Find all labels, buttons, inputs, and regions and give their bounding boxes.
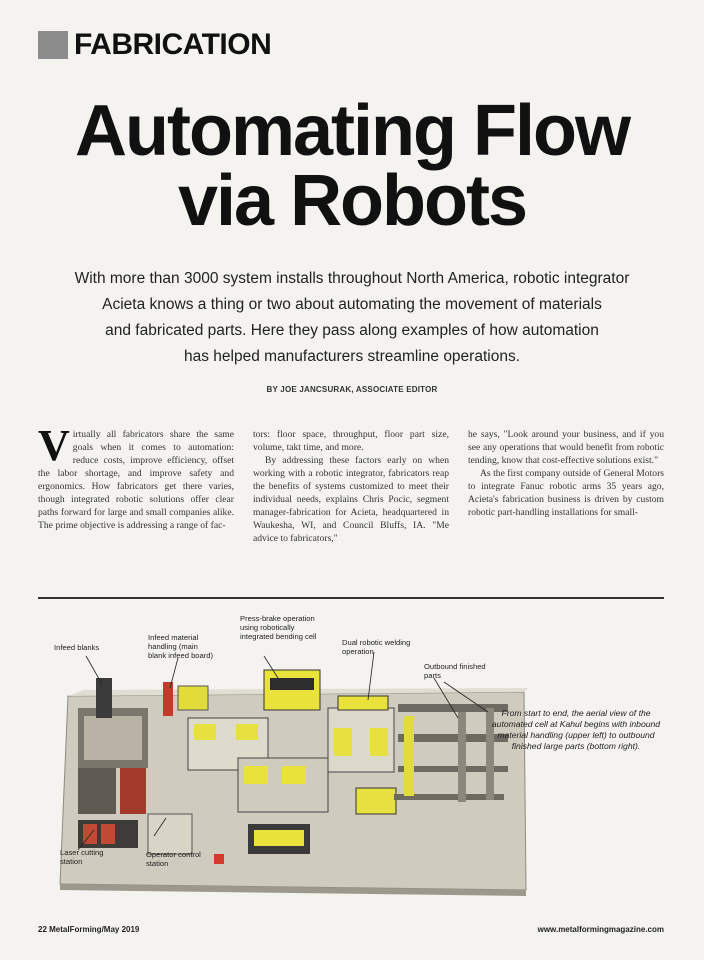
body-column-1 — [38, 421, 234, 532]
footer-url: www.metalformingmagazine.com — [537, 925, 664, 934]
callout-infeed-material-handling: Infeed material handling (main blank infeed board) — [148, 633, 214, 660]
headline — [0, 91, 704, 241]
callout-laser-cutting: Laser cutting station — [60, 848, 104, 866]
body-col2-p1: tors: floor space, throughput, floor part size, volume, takt time, and more. — [253, 429, 449, 453]
deck-line-1: With more than 3000 system installs throughout North America, robotic integrator — [74, 270, 630, 287]
section-bar — [38, 31, 68, 59]
deck-line-3: and fabricated parts. Here they pass along examples of how automation — [105, 322, 599, 339]
deck-line-2: Acieta knows a thing or two about automating the movement of materials — [102, 296, 602, 313]
body-col1-text: irtually all fabricators share the same goals when it comes to automation: reduce costs, improve efficiency, offset the labor shortage, and improve safety and ergonomics. How fabricators get there varies, though integrated robotic solutions offer clear paths forward for large and small companies alike. The prime objective is addressing a range of fac- — [38, 429, 234, 531]
section-rule — [38, 597, 664, 599]
headline-line-2: via Robots — [177, 161, 527, 241]
body-column-2 — [253, 428, 449, 545]
drop-cap: V — [38, 421, 70, 470]
headline-line-1: Automating Flow — [75, 91, 629, 171]
callout-press-brake: Press-brake operation using robotically integrated bending cell — [240, 614, 317, 641]
section-label: FABRICATION — [74, 28, 272, 61]
callout-infeed-blanks: Infeed blanks — [54, 643, 100, 652]
body-column-3 — [468, 428, 664, 519]
figure-caption: From start to end, the aerial view of the automated cell at Kahul begins with inbound material handling (upper left) to outbound finished large parts (bottom right). — [491, 708, 661, 751]
deck-line-4: has helped manufacturers streamline operations. — [183, 348, 521, 365]
footer-folio: 22 MetalForming/May 2019 — [38, 925, 140, 934]
body-col2-p2: By addressing these factors early on when working with a robotic integrator, fabricators reap the benefits of systems customized to meet their individual needs, explains Chris Pocic, segment manager-fabrication for Acieta, headquartered in Waukesha, WI, and Council Bluffs, IA. "Me advice to fabricators," — [253, 455, 449, 544]
callout-outbound-parts: Outbound finished parts — [424, 662, 486, 680]
deck — [60, 266, 644, 370]
callout-operator-control: Operator control station — [146, 850, 201, 868]
section-header — [38, 30, 271, 60]
callout-dual-welding: Dual robotic welding operation — [342, 638, 411, 656]
body-col3-p1: he says, "Look around your business, and if you see any operations that would benefit from robotic tending, know that cost-effective solutions exist." — [468, 429, 664, 466]
body-col3-p2: As the first company outside of General Motors to integrate Fanuc robotic arms 35 years ago, Acieta's fabrication business is driven by custom robotic part-handling installations for small- — [468, 468, 664, 518]
byline: BY JOE JANCSURAK, ASSOCIATE EDITOR — [266, 385, 438, 394]
